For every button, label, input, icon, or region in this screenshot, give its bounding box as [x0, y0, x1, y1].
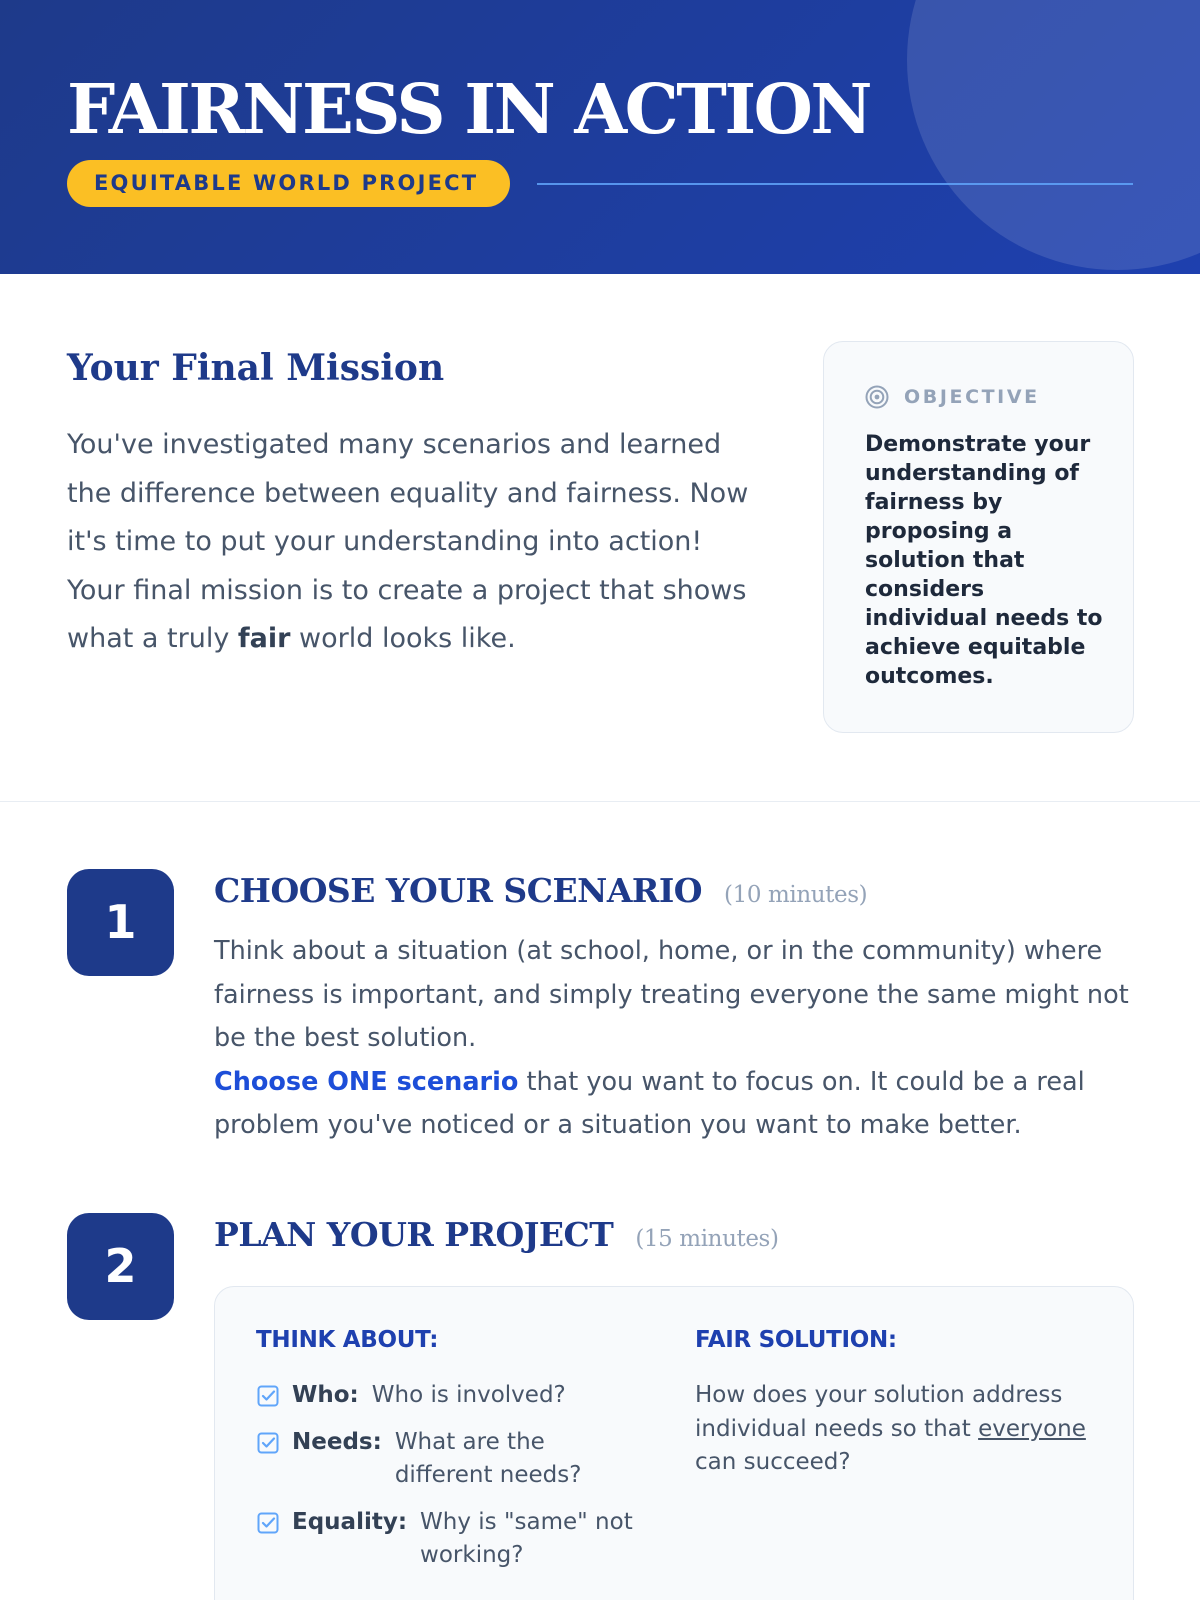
list-item — [256, 1506, 670, 1572]
item-value: Who is involved? — [371, 1382, 566, 1408]
item-value: Why is "same" not working? — [420, 1509, 633, 1568]
mission-text-end: world looks like. — [290, 623, 516, 654]
project-badge: EQUITABLE WORLD PROJECT — [67, 160, 510, 207]
list-item — [256, 1379, 622, 1412]
step-2-header — [214, 1215, 779, 1254]
step-1-header — [214, 871, 867, 910]
step-2-number: 2 — [67, 1213, 174, 1320]
mission-title: Your Final Mission — [67, 347, 445, 389]
checkbox-icon — [256, 1511, 280, 1535]
step-1-highlight: Choose ONE scenario — [214, 1066, 519, 1097]
step-1-body — [214, 930, 1144, 1148]
target-icon — [865, 385, 889, 409]
fair-solution-text — [695, 1379, 1095, 1480]
fair-text-start: How does your solution address individual needs so that — [695, 1382, 1063, 1442]
think-about-heading: THINK ABOUT: — [256, 1327, 439, 1353]
step-1-time: (10 minutes) — [724, 882, 868, 908]
header-divider — [537, 183, 1133, 185]
section-divider — [0, 801, 1200, 802]
step-2-title: PLAN YOUR PROJECT — [214, 1215, 614, 1254]
step-2-time: (15 minutes) — [635, 1226, 779, 1252]
list-item — [256, 1426, 645, 1492]
mission-text-start: You've investigated many scenarios and learned the difference between equality and fairness. Now it's time to put your understanding into action! Your final mission is to create a project that shows what a truly — [67, 429, 749, 654]
plan-card — [214, 1286, 1134, 1600]
step-1-number: 1 — [67, 869, 174, 976]
checkbox-icon — [256, 1384, 280, 1408]
objective-card — [823, 341, 1134, 733]
step-1-title: CHOOSE YOUR SCENARIO — [214, 871, 703, 910]
step-1-paragraph-2-rest: that you want to focus on. It could be a real problem you've noticed or a situation you want to make better. — [214, 1066, 1085, 1140]
objective-label: OBJECTIVE — [904, 386, 1040, 408]
checkbox-icon — [256, 1431, 280, 1455]
page-title: FAIRNESS IN ACTION — [67, 70, 871, 150]
item-value: What are the different needs? — [394, 1429, 582, 1488]
step-1-paragraph-2 — [214, 1061, 1144, 1148]
step-1-paragraph-1: Think about a situation (at school, home, or in the community) where fairness is important, and simply treating everyone the same might not be the best solution. — [214, 936, 1129, 1053]
decorative-circle — [907, 0, 1200, 270]
page-header — [0, 0, 1200, 274]
item-key: Needs: — [292, 1429, 382, 1455]
item-key: Who: — [292, 1382, 359, 1408]
mission-text — [67, 421, 767, 664]
fair-text-underline: everyone — [978, 1415, 1086, 1442]
mission-text-bold: fair — [237, 623, 291, 654]
fair-solution-heading: FAIR SOLUTION: — [695, 1327, 897, 1353]
item-key: Equality: — [292, 1509, 408, 1535]
objective-header — [865, 384, 1040, 410]
fair-text-end: can succeed? — [695, 1449, 851, 1475]
objective-text: Demonstrate your understanding of fairness by proposing a solution that considers individual needs to achieve equitable outcomes. — [865, 432, 1103, 689]
